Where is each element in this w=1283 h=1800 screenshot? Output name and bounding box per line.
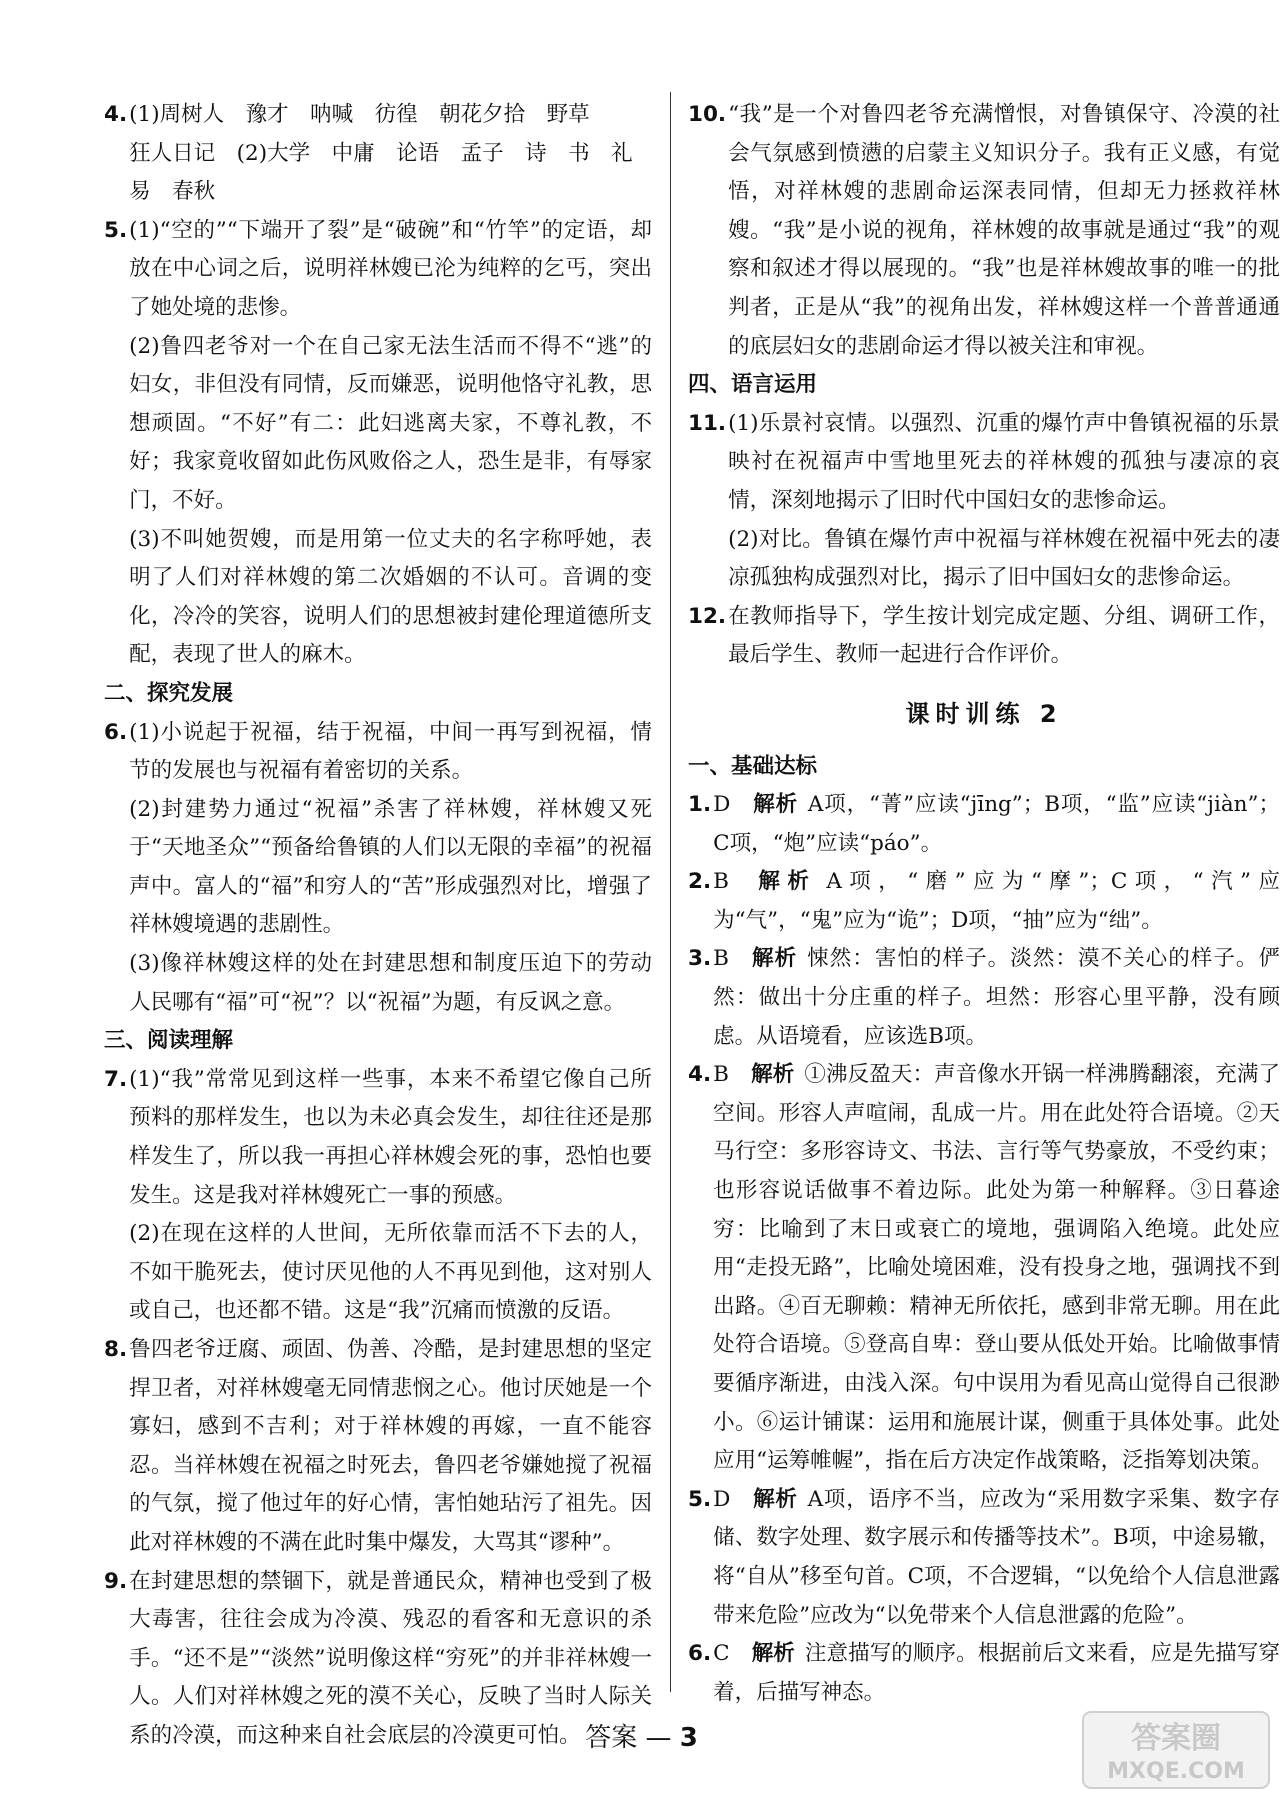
- answer-12: [688, 598, 1280, 675]
- basic-answer-6: [688, 1635, 1280, 1712]
- question-number: 10.: [688, 102, 727, 127]
- answer-5: [104, 212, 652, 675]
- question-number: 8.: [104, 1337, 128, 1362]
- question-number: 3.: [688, 946, 712, 972]
- answer-paragraph: (1)“空的”“下端开了裂”是“破碗”和“竹竿”的定语，却放在中心词之后，说明祥林嫂已沦为纯粹的乞丐，突出了她处境的悲惨。: [129, 217, 652, 320]
- answer-choice: C: [713, 1641, 730, 1667]
- lesson-title: 课时训练 2: [905, 699, 1063, 728]
- page-number: 3: [679, 1723, 698, 1753]
- answer-paragraph: (1)乐景衬哀情。以强烈、沉重的爆竹声中鲁镇祝福的乐景映衬在祝福声中雪地里死去的祥林嫂的孤独与凄凉的哀情，深刻地揭示了旧时代中国妇女的悲惨命运。: [728, 410, 1280, 513]
- basic-answer-4: [688, 1056, 1280, 1481]
- analysis-label: 解析: [752, 1486, 798, 1512]
- question-number: 6.: [688, 1641, 712, 1667]
- question-number: 4.: [104, 102, 128, 127]
- analysis-text: 注意描写的顺序。根据前后文来看，应是先描写穿着，后描写神态。: [713, 1641, 1280, 1705]
- question-number: 12.: [688, 603, 727, 629]
- column-divider: [670, 92, 671, 1692]
- analysis-label: 解析: [750, 1062, 795, 1088]
- answer-paragraph: 在封建思想的禁锢下，就是普通民众，精神也受到了极大毒害，往往会成为冷漠、残忍的看客和无意识的杀手。“还不是”“淡然”说明像这样“穷死”的并非祥林嫂一人。人们对祥林嫂之死的漠不关心，反映了当时人际关系的冷漠，而这种来自社会底层的冷漠更可怕。: [129, 1568, 652, 1748]
- analysis-label: 解析: [750, 869, 817, 895]
- basic-answer-3: [688, 940, 1280, 1056]
- question-number: 2.: [688, 869, 712, 895]
- question-number: 5.: [688, 1486, 712, 1512]
- answer-paragraph: (2)封建势力通过“祝福”杀害了祥林嫂，祥林嫂又死于“天地圣众”“预备给鲁镇的人们以无限的幸福”的祝福声中。富人的“福”和穷人的“苦”形成强烈对比，增强了祥林嫂境遇的悲剧性。: [129, 796, 652, 938]
- right-column: [688, 96, 1280, 1712]
- answer-text: (1)周树人 豫才 呐喊 彷徨 朝花夕拾 野草: [129, 102, 590, 127]
- watermark-logo: [1081, 1710, 1271, 1790]
- analysis-label: 解析: [752, 792, 798, 818]
- answer-paragraph: (2)对比。鲁镇在爆竹声中祝福与祥林嫂在祝福中死去的凄凉孤独构成强烈对比，揭示了旧中国妇女的悲惨命运。: [728, 526, 1280, 591]
- answer-10: [688, 96, 1280, 366]
- basic-answer-2: [688, 863, 1280, 940]
- left-column: [104, 96, 652, 1756]
- answer-paragraph: (1)“我”常常见到这样一些事，本来不希望它像自己所预料的那样发生，也以为未必真会发生，却往往还是那样发生了，所以我一再担心祥林嫂会死的事，恐怕也要发生。这是我对祥林嫂死亡一事的预感。: [129, 1066, 652, 1208]
- watermark-line2: MXQE.COM: [1107, 1759, 1245, 1784]
- section-heading: 二、探究发展: [104, 680, 234, 706]
- analysis-text: A项，“菁”应读“jīng”；B项，“监”应读“jiàn”；C项，“炮”应读“páo”。: [713, 792, 1280, 856]
- question-number: 1.: [688, 792, 712, 818]
- watermark-line1: 答案圈: [1131, 1721, 1221, 1756]
- answer-choice: B: [713, 946, 729, 972]
- basic-answer-1: [688, 786, 1280, 863]
- answer-paragraph: (2)在现在这样的人世间，无所依靠而活不下去的人，不如干脆死去，使讨厌见他的人不再见到他，这对别人或自己，也还都不错。这是“我”沉痛而愤激的反语。: [129, 1221, 652, 1324]
- question-number: 7.: [104, 1066, 128, 1092]
- answer-paragraph: 鲁四老爷迂腐、顽固、伪善、冷酷，是封建思想的坚定捍卫者，对祥林嫂毫无同情悲悯之心。他讨厌她是一个寡妇，感到不吉利；对于祥林嫂的再嫁，一直不能容忍。当祥林嫂在祝福之时死去，鲁四老爷嫌她搅了祝福的气氛，搅了他过年的好心情，害怕她玷污了祖先。因此对祥林嫂的不满在此时集中爆发，大骂其“谬种”。: [129, 1337, 652, 1555]
- answer-4: [104, 96, 652, 212]
- answer-paragraph: (2)鲁四老爷对一个在自己家无法生活而不得不“逃”的妇女，非但没有同情，反而嫌恶，说明他恪守礼教，思想顽固。“不好”有二：此妇逃离夫家，不尊礼教，不好；我家竟收留如此伤风败俗之人，恐生是非，有辱家门，不好。: [129, 333, 652, 513]
- basic-answer-5: [688, 1481, 1280, 1635]
- answer-choice: D: [713, 1486, 731, 1512]
- answer-choice: B: [713, 869, 729, 895]
- question-number: 4.: [688, 1062, 712, 1088]
- section-heading: 三、阅读理解: [104, 1028, 234, 1054]
- answer-paragraph: (3)不叫她贺嫂，而是用第一位丈夫的名字称呼她，表明了人们对祥林嫂的第二次婚姻的不认可。音调的变化，冷冷的笑容，说明人们的思想被封建伦理道德所支配，表现了世人的麻木。: [129, 526, 652, 668]
- answer-8: [104, 1331, 652, 1563]
- answer-choice: D: [713, 792, 731, 818]
- question-number: 9.: [104, 1568, 128, 1594]
- answer-paragraph: 在教师指导下，学生按计划完成定题、分组、调研工作，最后学生、教师一起进行合作评价。: [728, 603, 1280, 668]
- analysis-label: 解析: [751, 1641, 795, 1667]
- answer-6: [104, 714, 652, 1023]
- answer-paragraph: (1)小说起于祝福，结于祝福，中间一再写到祝福，情节的发展也与祝福有着密切的关系。: [129, 719, 652, 784]
- analysis-text: A项，“磨”应为“摩”；C项，“汽”应为“气”，“鬼”应为“诡”；D项，“抽”应为“绌”。: [713, 869, 1280, 933]
- answer-paragraph: “我”是一个对鲁四老爷充满憎恨，对鲁镇保守、冷漠的社会气氛感到愤懑的启蒙主义知识分子。我有正义感，有觉悟，对祥林嫂的悲剧命运深表同情，但却无力拯救祥林嫂。“我”是小说的视角，祥林嫂的故事就是通过“我”的观察和叙述才得以展现的。“我”也是祥林嫂故事的唯一的批判者，正是从“我”的视角出发，祥林嫂这样一个普普通通的底层妇女的悲剧命运才得以被关注和审视。: [728, 102, 1280, 359]
- footer-label: 答案 —: [585, 1723, 680, 1753]
- question-number: 11.: [688, 410, 727, 436]
- analysis-text: ①沸反盈天：声音像水开锅一样沸腾翻滚，充满了空间。形容人声喧闹，乱成一片。用在此处符合语境。②天马行空：多形容诗文、书法、言行等气势豪放，不受约束；也形容说话做事不着边际。此处为第一种解释。③日暮途穷：比喻到了末日或衰亡的境地，强调陷入绝境。此处应用“走投无路”，比喻处境困难，没有投身之地，强调找不到出路。④百无聊赖：精神无所依托，感到非常无聊。用在此处符合语境。⑤登高自卑：登山要从低处开始。比喻做事情要循序渐进，由浅入深。句中误用为看见高山觉得自己很渺小。⑥运计铺谋：运用和施展计谋，侧重于具体处事。此处应用“运筹帷幄”，指在后方决定作战策略，泛指筹划决策。: [713, 1062, 1280, 1474]
- answer-text: 易 春秋: [129, 179, 216, 205]
- analysis-label: 解析: [750, 946, 798, 972]
- answer-11: [688, 405, 1280, 598]
- analysis-text: 悚然：害怕的样子。淡然：漠不关心的样子。俨然：做出十分庄重的样子。坦然：形容心里平静，没有顾虑。从语境看，应该选B项。: [713, 946, 1280, 1049]
- question-number: 5.: [104, 217, 128, 243]
- analysis-text: A项，语序不当，应改为“采用数字采集、数字存储、数字处理、数字展示和传播等技术”。B项，中途易辙，将“自从”移至句首。C项，不合逻辑，“以免给个人信息泄露带来危险”应改为“以免带来个人信息泄露的危险”。: [713, 1486, 1280, 1628]
- section-heading: 一、基础达标: [688, 753, 818, 779]
- section-heading: 四、语言运用: [688, 372, 818, 398]
- answer-paragraph: (3)像祥林嫂这样的处在封建思想和制度压迫下的劳动人民哪有“福”可“祝”？以“祝福”为题，有反讽之意。: [129, 951, 652, 1015]
- answer-text: 狂人日记 (2)大学 中庸 论语 孟子 诗 书 礼: [129, 140, 633, 166]
- answer-7: [104, 1061, 652, 1331]
- answer-choice: B: [713, 1062, 729, 1088]
- question-number: 6.: [104, 719, 128, 745]
